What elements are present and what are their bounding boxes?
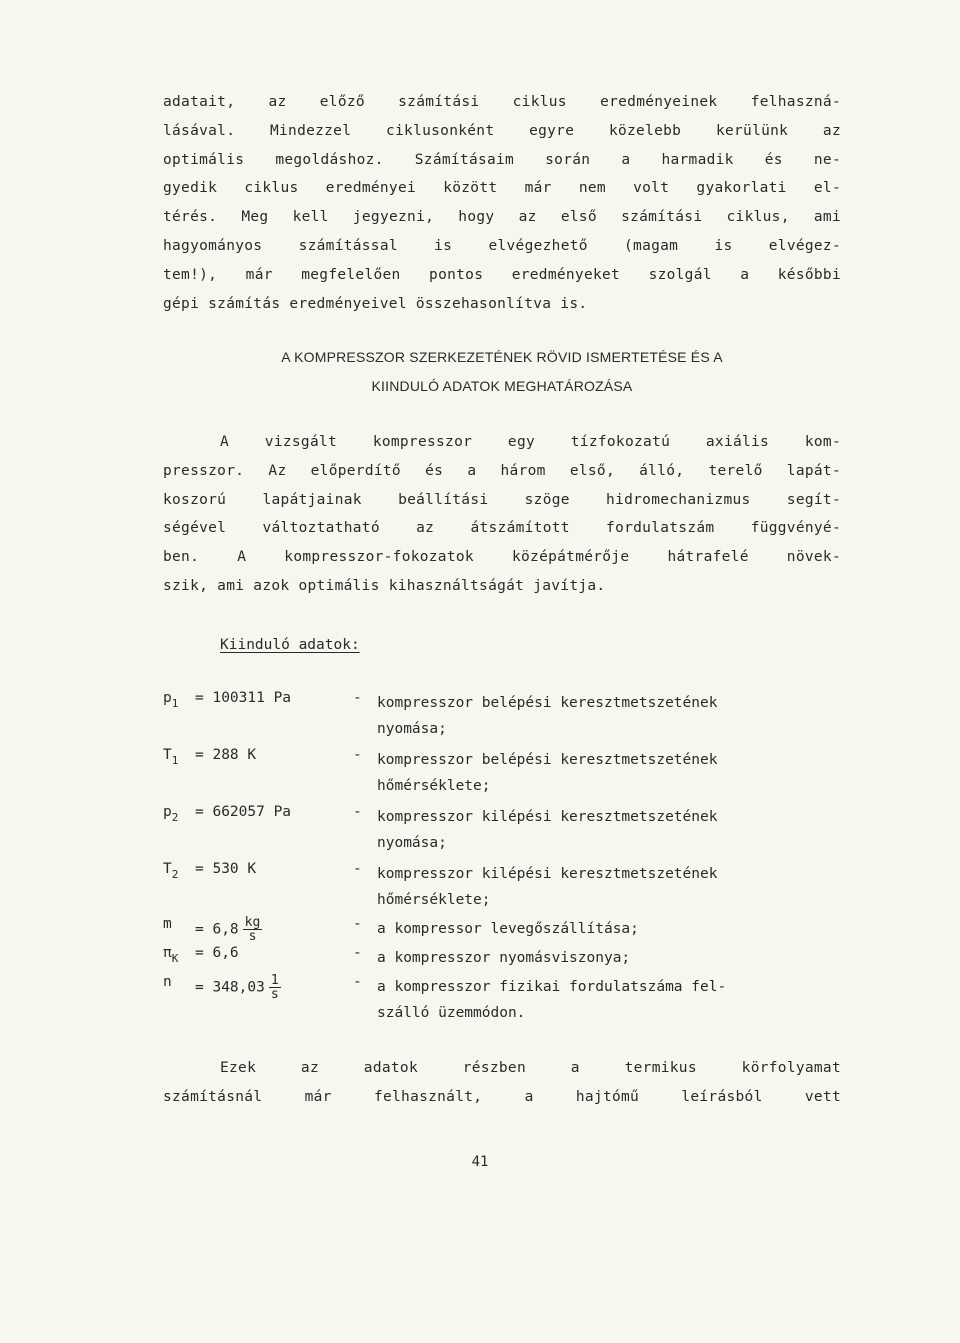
param-symbol: $\pi_K$: [163, 945, 179, 965]
document-page: adatait, az előző számítási ciklus eredményeinek felhaszná- lásával. Mindezzel ciklusonként egyre közelebb kerülünk az optimális megoldáshoz. Számításaim során a harmadik és ne- gyedik ciklus eredményei között már nem volt gyakorlati el- térés. Meg kell jegyezni, hogy az első számítási ciklus, ami hagyományos számítással is elvégezhető (magam is elvégez- tem!), már megfelelően pontos eredményeket szolgál a későbbi gépi számítás eredményeivel összehasonlítva is. A KOMPRESSZOR SZERKEZETÉNEK RÖVID ISMERTETÉSE ÉS A KIINDULÓ ADATOK MEGHATÁROZÁSA A vizsgált kompresszor egy tízfokozatú axiális kom- presszor. Az előperdítő és a három első, álló, terelő lapát- koszorú lapátjainak beállítási szöge hidromechanizmus segít- ségével változtatható az átszámított fordulatszám függvényé- ben. A kompresszor-fokozatok középátmérője hátrafelé növek- szik, ami azok optimális kihasználtságát javítja. Kiinduló adatok: $p_1$ = 100311 Pa - kompresszor belépési keresztmetszetének nyomása; $T_1$ = 288 K - kompresszor belépési keresztmetszetének hőmérséklete; $p_2$ = 662057 Pa - kompresszor kilépési keresztmetszetének nyomása; $T_2$ = 530 K - kompresszor kilépési keresztmetszetének hőmérséklete; m = 6,8 $\frac{kg}{s}$ - a kompressor levegőszállítása; $\pi_K$ = 6,6 - a kompresszor nyomásviszonya; n = 348,03 $\frac{1}{s}$ - a kompresszor fizikai fordulatszáma fel- szálló üzemmódon. Ezek az adatok részben a termikus körfolyamat számításnál már felhasznált, a hajtómű leírásból vett 41: [0, 0, 960, 1343]
intro-line: gépi számítás eredményeivel összehasonlítva is.: [163, 295, 588, 312]
intro-line: tem!), már megfelelően pontos eredményeket szolgál a későbbi: [163, 266, 841, 283]
param-value: = 288 K: [195, 747, 257, 763]
closing-line: Ezek az adatok részben a termikus körfolyamat: [220, 1060, 841, 1076]
intro-line: adatait, az előző számítási ciklus eredményeinek felhaszná-: [163, 94, 841, 110]
param-symbol: $p_1$: [163, 690, 179, 710]
description-line: ben. A kompresszor-fokozatok középátmérője hátrafelé növek-: [163, 549, 841, 566]
heading-line: KIINDULÓ ADATOK MEGHATÁROZÁSA: [371, 378, 633, 394]
param-value: = 100311 Pa: [195, 690, 292, 706]
heading-line: A KOMPRESSZOR SZERKEZETÉNEK RÖVID ISMERTETÉSE ÉS A: [281, 349, 723, 365]
description-line: ségével változtatható az átszámított fordulatszám függvényé-: [163, 520, 841, 537]
param-value: = 6,8 $\frac{kg}{s}$: [195, 915, 261, 944]
description-line: presszor. Az előperdítő és a három első, álló, terelő lapát-: [163, 462, 841, 479]
page-number: 41: [471, 1154, 489, 1170]
closing-paragraph: [163, 1054, 841, 1112]
unit-fraction: $\frac{kg}{s}$: [244, 915, 261, 944]
closing-line: számításnál már felhasznált, a hajtómű leírásból vett: [163, 1088, 841, 1105]
section-heading: [163, 343, 841, 401]
intro-line: lásával. Mindezzel ciklusonként egyre közelebb kerülünk az: [163, 122, 841, 139]
param-symbol: n: [163, 974, 172, 990]
param-symbol: $T_2$: [163, 861, 179, 881]
param-value: = 6,6: [195, 945, 239, 961]
param-symbol: $T_1$: [163, 747, 179, 767]
description-line: koszorú lapátjainak beállítási szöge hidromechanizmus segít-: [163, 491, 841, 508]
description-line: szik, ami azok optimális kihasználtságát javítja.: [163, 577, 606, 594]
intro-line: hagyományos számítással is elvégezhető (magam is elvégez-: [163, 237, 841, 254]
description-line: A vizsgált kompresszor egy tízfokozatú axiális kom-: [220, 434, 841, 450]
param-value: = 348,03 $\frac{1}{s}$: [195, 973, 279, 1002]
description-paragraph: [163, 428, 841, 601]
param-symbol: m: [163, 916, 172, 932]
param-symbol: $p_2$: [163, 804, 179, 824]
param-value: = 530 K: [195, 861, 257, 877]
param-value: = 662057 Pa: [195, 804, 292, 820]
intro-line: térés. Meg kell jegyezni, hogy az első számítási ciklus, ami: [163, 209, 841, 226]
unit-fraction: $\frac{1}{s}$: [270, 973, 279, 1002]
intro-line: optimális megoldáshoz. Számításaim során a harmadik és ne-: [163, 151, 841, 168]
input-data-label: Kiinduló adatok:: [220, 637, 360, 653]
intro-line: gyedik ciklus eredményei között már nem volt gyakorlati el-: [163, 180, 841, 197]
intro-paragraph: [163, 88, 841, 318]
